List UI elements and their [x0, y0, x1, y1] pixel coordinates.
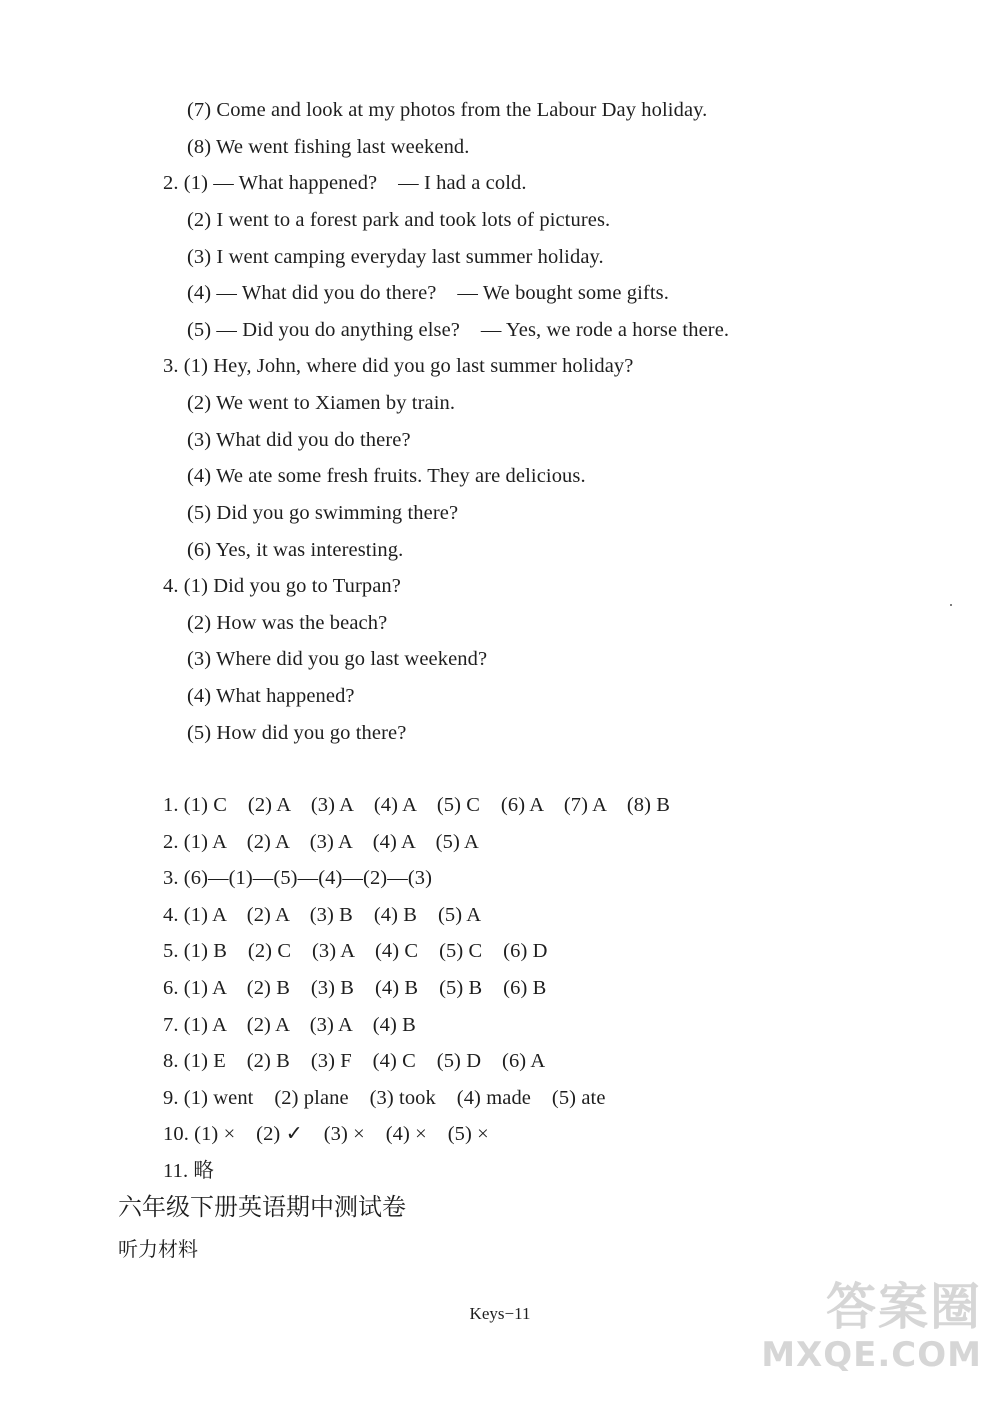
answer-line: 10. (1) × (2) ✓ (3) × (4) × (5) × [163, 1123, 489, 1145]
answer-line: 9. (1) went (2) plane (3) took (4) made (5) ate [163, 1087, 606, 1109]
text-line: (4) — What did you do there? — We bought some gifts. [187, 282, 669, 304]
answer-line: 8. (1) E (2) B (3) F (4) C (5) D (6) A [163, 1050, 546, 1072]
answer-line: 11. 略 [163, 1160, 214, 1182]
text-line: (5) How did you go there? [187, 722, 407, 744]
text-line: (2) We went to Xiamen by train. [187, 392, 456, 414]
text-line: (4) We ate some fresh fruits. They are delicious. [187, 465, 586, 487]
section-subtitle: 听力材料 [118, 1237, 198, 1261]
answer-line: 4. (1) A (2) A (3) B (4) B (5) A [163, 904, 482, 926]
page-footer: Keys−11 [469, 1304, 531, 1323]
scan-speck [950, 604, 952, 606]
text-line: (3) I went camping everyday last summer holiday. [187, 246, 604, 268]
text-line: (7) Come and look at my photos from the Labour Day holiday. [187, 99, 708, 121]
answer-line: 1. (1) C (2) A (3) A (4) A (5) C (6) A (7) A (8) B [163, 794, 671, 816]
text-line: (2) I went to a forest park and took lots of pictures. [187, 209, 611, 231]
text-line: (5) — Did you do anything else? — Yes, we rode a horse there. [187, 319, 730, 341]
text-line: (6) Yes, it was interesting. [187, 539, 404, 561]
text-line: (4) What happened? [187, 685, 355, 707]
watermark-logo [752, 1279, 982, 1391]
text-line: (5) Did you go swimming there? [187, 502, 459, 524]
text-line: 4. (1) Did you go to Turpan? [163, 575, 401, 597]
answer-line: 7. (1) A (2) A (3) A (4) B [163, 1014, 416, 1036]
text-line: (3) What did you do there? [187, 429, 411, 451]
text-line: 3. (1) Hey, John, where did you go last summer holiday? [163, 355, 634, 377]
section-title: 六年级下册英语期中测试卷 [118, 1193, 406, 1221]
text-line: 2. (1) — What happened? — I had a cold. [163, 172, 527, 194]
watermark-line1: 答案圈 [826, 1278, 982, 1336]
watermark-line2: MXQE.COM [761, 1335, 982, 1375]
text-line: (2) How was the beach? [187, 612, 388, 634]
answer-line: 2. (1) A (2) A (3) A (4) A (5) A [163, 831, 479, 853]
text-line: (3) Where did you go last weekend? [187, 648, 488, 670]
answer-line: 3. (6)—(1)—(5)—(4)—(2)—(3) [163, 867, 433, 889]
text-line: (8) We went fishing last weekend. [187, 136, 470, 158]
answer-line: 5. (1) B (2) C (3) A (4) C (5) C (6) D [163, 940, 548, 962]
answer-line: 6. (1) A (2) B (3) B (4) B (5) B (6) B [163, 977, 547, 999]
